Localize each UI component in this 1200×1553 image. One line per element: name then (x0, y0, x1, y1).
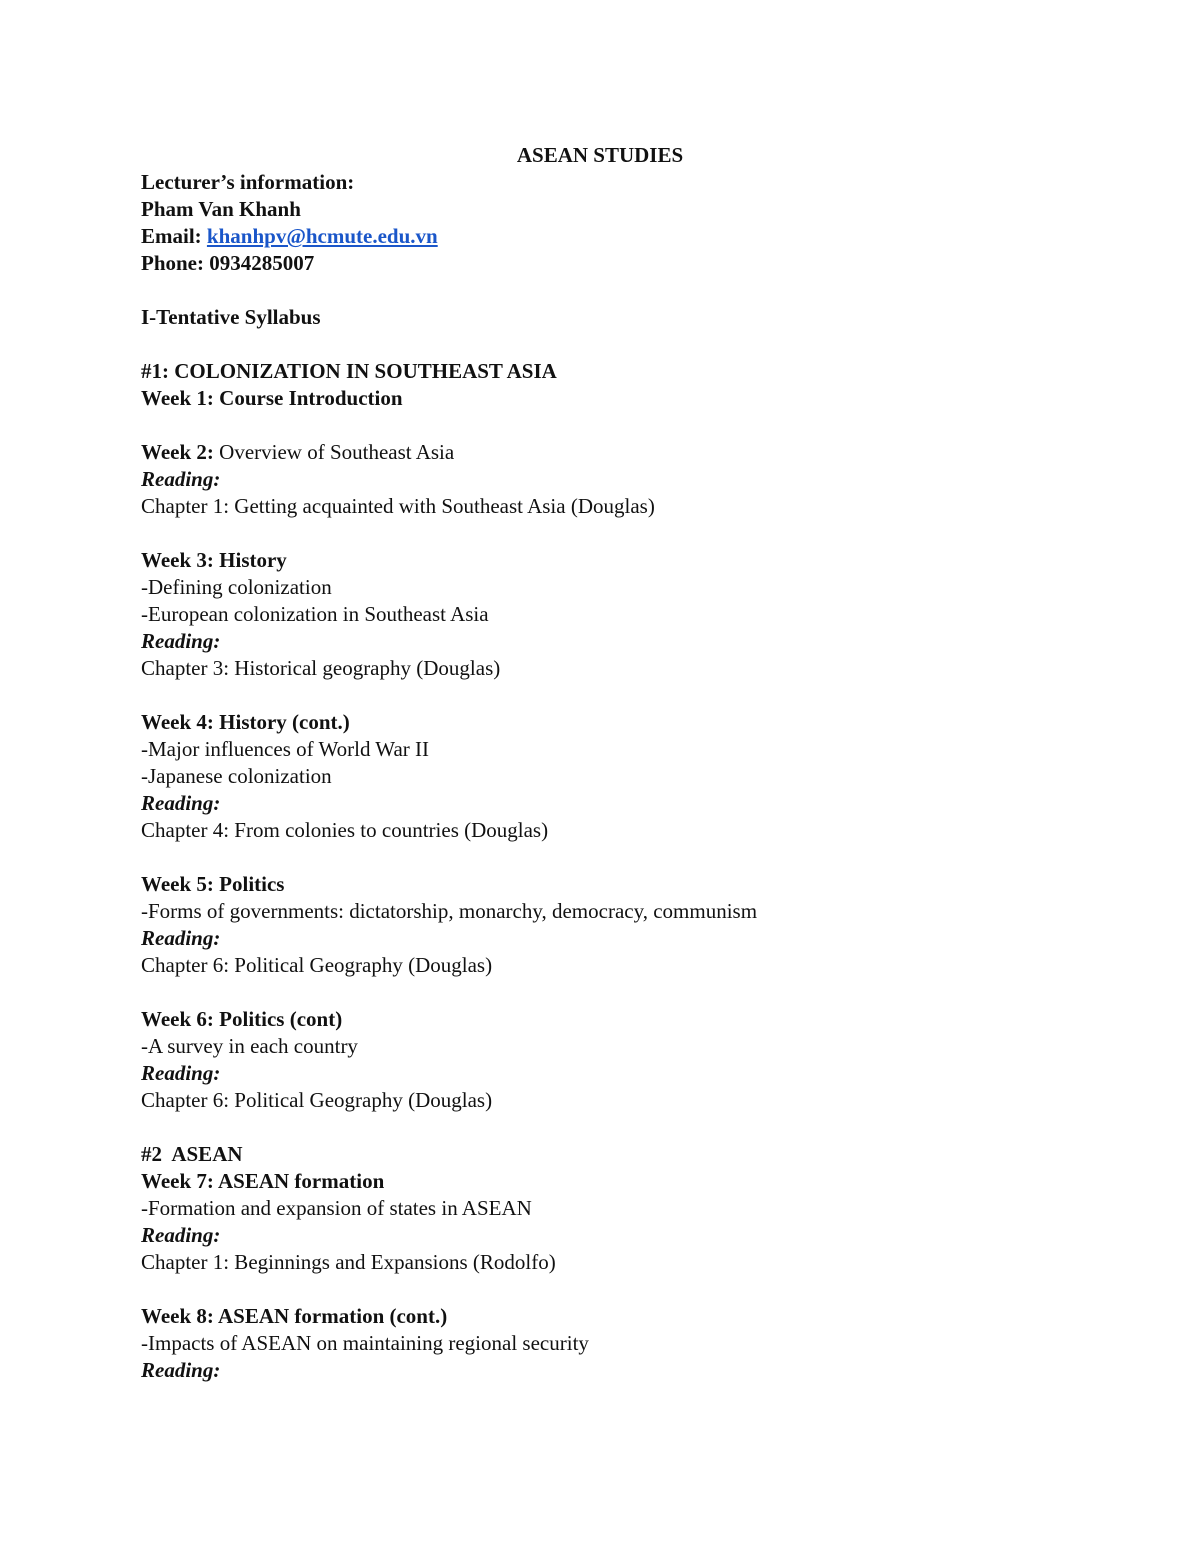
week6-item: -A survey in each country (141, 1034, 358, 1058)
week4-item: -Major influences of World War II (141, 737, 430, 761)
part2-heading: #2 ASEAN (141, 1142, 243, 1166)
phone-line: Phone: 0934285007 (141, 251, 315, 275)
week7-item: -Formation and expansion of states in ASEAN (141, 1196, 532, 1220)
week5-item: -Forms of governments: dictatorship, monarchy, democracy, communism (141, 899, 758, 923)
week3-item: -Defining colonization (141, 575, 332, 599)
week4-reading: Chapter 4: From colonies to countries (Douglas) (141, 818, 549, 842)
week6-reading: Chapter 6: Political Geography (Douglas) (141, 1088, 493, 1112)
email-link[interactable]: khanhpv@hcmute.edu.vn (206, 224, 438, 248)
week2-topic: Overview of Southeast Asia (219, 440, 455, 464)
week3-reading-label: Reading: (141, 629, 221, 653)
week4-label: Week 4: History (cont.) (141, 710, 350, 734)
week2-line (141, 439, 1101, 466)
week1-label: Week 1: Course Introduction (141, 386, 403, 410)
part1-heading: #1: COLONIZATION IN SOUTHEAST ASIA (141, 359, 557, 383)
syllabus-heading: I-Tentative Syllabus (141, 305, 321, 329)
week5-reading-label: Reading: (141, 926, 221, 950)
email-line (141, 223, 1101, 250)
spacer (141, 682, 1101, 709)
week8-item: -Impacts of ASEAN on maintaining regional security (141, 1331, 589, 1355)
document-title: ASEAN STUDIES (516, 143, 684, 167)
spacer (141, 844, 1101, 871)
week3-label: Week 3: History (141, 548, 287, 572)
week7-reading: Chapter 1: Beginnings and Expansions (Rodolfo) (141, 1250, 556, 1274)
week3-reading: Chapter 3: Historical geography (Douglas) (141, 656, 501, 680)
email-label: Email: (141, 224, 207, 248)
lecturer-name: Pham Van Khanh (141, 197, 301, 221)
week2-label: Week 2: (141, 440, 220, 464)
week4-item: -Japanese colonization (141, 764, 332, 788)
week6-label: Week 6: Politics (cont) (141, 1007, 343, 1031)
week7-label: Week 7: ASEAN formation (141, 1169, 385, 1193)
week2-reading-label: Reading: (141, 467, 221, 491)
spacer (141, 520, 1101, 547)
spacer (141, 1276, 1101, 1303)
spacer (141, 979, 1101, 1006)
week2-reading: Chapter 1: Getting acquainted with Southeast Asia (Douglas) (141, 494, 655, 518)
spacer (141, 331, 1101, 358)
week6-reading-label: Reading: (141, 1061, 221, 1085)
week5-label: Week 5: Politics (141, 872, 285, 896)
week8-reading-label: Reading: (141, 1358, 221, 1382)
week3-item: -European colonization in Southeast Asia (141, 602, 489, 626)
week4-reading-label: Reading: (141, 791, 221, 815)
lecturer-heading: Lecturer’s information: (141, 170, 355, 194)
spacer (141, 1114, 1101, 1141)
week8-label: Week 8: ASEAN formation (cont.) (141, 1304, 448, 1328)
spacer (141, 412, 1101, 439)
syllabus-page (141, 142, 1101, 1384)
spacer (141, 277, 1101, 304)
week5-reading: Chapter 6: Political Geography (Douglas) (141, 953, 493, 977)
week7-reading-label: Reading: (141, 1223, 221, 1247)
